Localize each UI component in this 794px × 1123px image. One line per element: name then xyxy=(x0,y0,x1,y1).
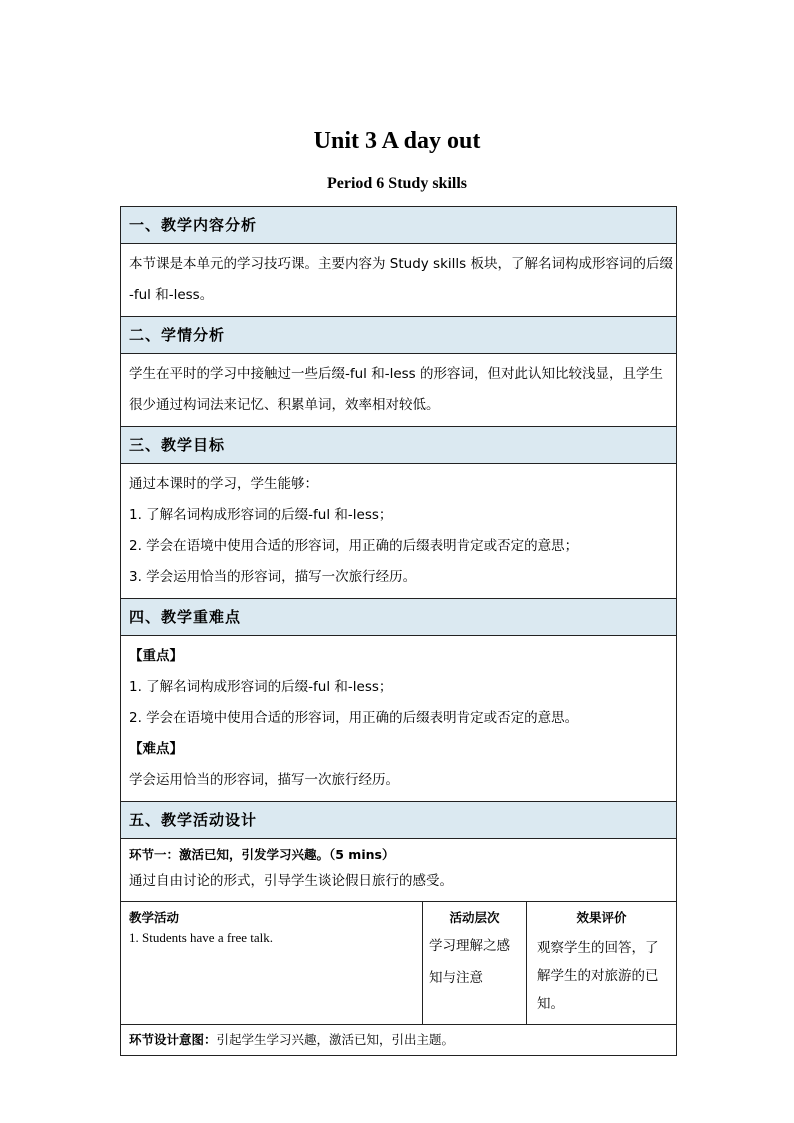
difficult-points-label: 【难点】 xyxy=(129,741,183,757)
design-intent-label: 环节设计意图： xyxy=(129,1032,217,1047)
key-points-label: 【重点】 xyxy=(129,648,183,664)
column-header: 活动层次 xyxy=(449,910,500,925)
document-title: Unit 3 A day out xyxy=(313,128,481,154)
evaluation-line: 观察学生的回答，了 xyxy=(537,940,659,956)
level-line: 学习理解之感 xyxy=(429,938,510,954)
activity-level-column xyxy=(423,902,527,1024)
body-line: 通过本课时的学习，学生能够： xyxy=(129,476,318,492)
section-body-learner-analysis xyxy=(121,354,676,427)
evaluation-line: 解学生的对旅游的已 xyxy=(537,968,659,984)
activity-item: 1. Students have a free talk. xyxy=(129,930,274,945)
section-body-content-analysis xyxy=(121,244,676,317)
section-heading-content-analysis: 一、教学内容分析 xyxy=(121,207,676,244)
section-heading-objectives: 三、教学目标 xyxy=(121,427,676,464)
document-subtitle: Period 6 Study skills xyxy=(326,175,468,192)
body-line: -ful 和-less。 xyxy=(129,287,214,303)
body-line: 学生在平时的学习中接触过一些后缀-ful 和-less 的形容词，但对此认知比较浅显，且学生 xyxy=(129,366,664,382)
evaluation-column xyxy=(527,902,676,1024)
body-line: 2. 学会在语境中使用合适的形容词，用正确的后缀表明肯定或否定的意思。 xyxy=(129,710,579,726)
body-line: 3. 学会运用恰当的形容词，描写一次旅行经历。 xyxy=(129,569,417,585)
body-line: 2. 学会在语境中使用合适的形容词，用正确的后缀表明肯定或否定的意思； xyxy=(129,538,579,554)
teaching-activity-column xyxy=(121,902,423,1024)
body-line: 1. 了解名词构成形容词的后缀-ful 和-less； xyxy=(129,679,393,695)
activity-level-text xyxy=(429,930,520,994)
design-intent-row xyxy=(121,1025,676,1055)
activity-step-title: 环节一：激活已知，引发学习兴趣。（5 mins） xyxy=(129,847,395,862)
level-line: 知与注意 xyxy=(429,970,483,986)
column-header: 教学活动 xyxy=(129,910,180,925)
section-heading-learner-analysis: 二、学情分析 xyxy=(121,317,676,354)
design-intent-text: 引起学生学习兴趣，激活已知，引出主题。 xyxy=(216,1032,455,1047)
body-line: 本节课是本单元的学习技巧课。主要内容为 Study skills 板块，了解名词构成形容词的后缀 xyxy=(129,256,673,272)
section-heading-key-points: 四、教学重难点 xyxy=(121,599,676,636)
evaluation-line: 知。 xyxy=(537,996,564,1012)
body-line: 很少通过构词法来记忆、积累单词，效率相对较低。 xyxy=(129,397,440,413)
section-body-key-points xyxy=(121,636,676,802)
activity-step-description: 通过自由讨论的形式，引导学生谈论假日旅行的感受。 xyxy=(129,873,453,889)
body-line: 学会运用恰当的形容词，描写一次旅行经历。 xyxy=(129,772,399,788)
body-line: 1. 了解名词构成形容词的后缀-ful 和-less； xyxy=(129,507,393,523)
activity-step-intro xyxy=(121,839,676,902)
section-body-objectives xyxy=(121,464,676,599)
lesson-plan-table xyxy=(120,206,677,1056)
evaluation-text xyxy=(533,934,670,1018)
section-heading-activity-design: 五、教学活动设计 xyxy=(121,802,676,839)
column-header: 效果评价 xyxy=(576,910,627,925)
activity-detail-table xyxy=(121,902,676,1025)
